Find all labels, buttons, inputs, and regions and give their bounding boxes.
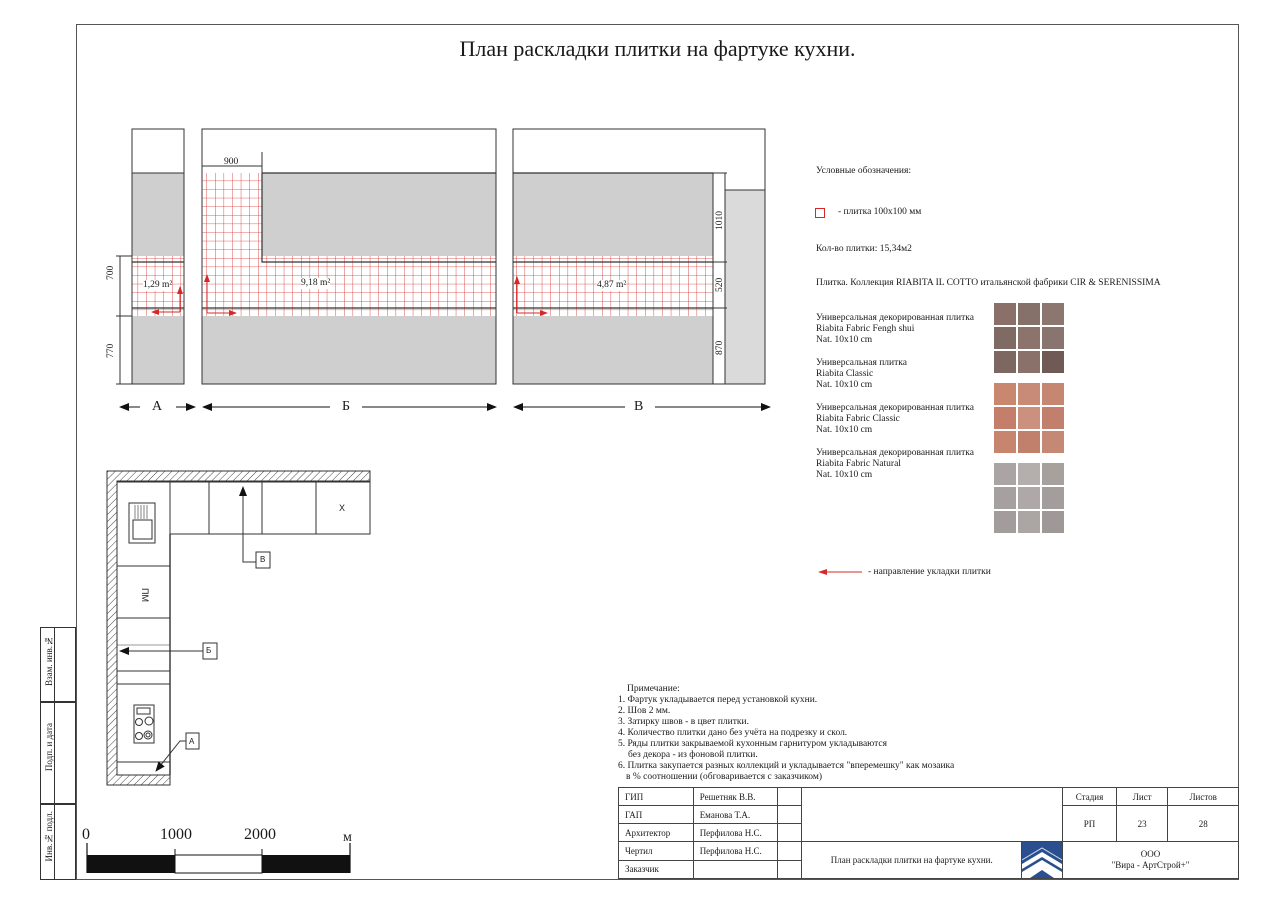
swatch-tile bbox=[994, 303, 1016, 325]
page-title: План раскладки плитки на фартуке кухни. bbox=[459, 36, 856, 61]
swatch-tile bbox=[1042, 463, 1064, 485]
dim-1010: 1010 bbox=[715, 211, 725, 230]
tile-area-b bbox=[202, 256, 496, 316]
stamp-role: Чертил bbox=[619, 842, 694, 861]
swatch-fengh-shui bbox=[994, 303, 1064, 373]
stamp-name: Перфилова Н.С. bbox=[693, 842, 778, 861]
title-block bbox=[618, 787, 1239, 879]
company-name bbox=[1063, 842, 1239, 879]
notes bbox=[618, 684, 954, 783]
cooktop-icon bbox=[134, 705, 154, 743]
elevation-c bbox=[513, 129, 765, 384]
note-item: 2. Шов 2 мм. bbox=[618, 706, 671, 716]
direction-legend-label: - направление укладки плитки bbox=[868, 567, 991, 577]
scale-tick-1000: 1000 bbox=[160, 826, 192, 843]
product-classic bbox=[816, 358, 907, 391]
swatch-tile bbox=[1018, 327, 1040, 349]
elevations bbox=[0, 0, 800, 430]
stamp-name bbox=[693, 860, 778, 879]
note-item: 5. Ряды плитки закрываемой кухонным гарнитуром укладываются bbox=[618, 739, 888, 749]
side-field-replacement bbox=[40, 627, 76, 702]
dim-900: 900 bbox=[224, 157, 239, 167]
scale-unit: м bbox=[343, 830, 352, 845]
side-field-inventory bbox=[40, 804, 76, 880]
product-line: Riabita Fabric Classic bbox=[816, 414, 900, 424]
area-a: 1,29 m² bbox=[143, 280, 173, 290]
scale-bar bbox=[84, 843, 356, 877]
product-line: Универсальная декорированная плитка bbox=[816, 313, 974, 323]
swatch-tile bbox=[994, 487, 1016, 509]
product-line: Универсальная декорированная плитка bbox=[816, 403, 974, 413]
scale-tick-0: 0 bbox=[82, 826, 90, 843]
swatch-tile bbox=[1018, 407, 1040, 429]
side-label-replacement: Взам. инв.№ bbox=[44, 636, 54, 686]
product-line: Nat. 10x10 cm bbox=[816, 335, 873, 345]
swatch-tile bbox=[1018, 487, 1040, 509]
section-label-a: А bbox=[152, 399, 163, 414]
dim-770: 770 bbox=[106, 343, 116, 358]
stamp-name: Еманова Т.А. bbox=[693, 806, 778, 824]
sheet-value: 23 bbox=[1116, 806, 1167, 842]
swatch-tile bbox=[1018, 463, 1040, 485]
note-item: 1. Фартук укладывается перед установкой кухни. bbox=[618, 695, 818, 705]
section-label-b: Б bbox=[342, 399, 351, 414]
scale-tick-2000: 2000 bbox=[244, 826, 276, 843]
note-item: 4. Количество плитки дано без учёта на подрезку и скол. bbox=[618, 728, 848, 738]
swatch-tile bbox=[1042, 487, 1064, 509]
dishwasher-label: ПМ bbox=[139, 588, 150, 602]
stamp-role: Архитектор bbox=[619, 824, 694, 842]
product-line: Nat. 10x10 cm bbox=[816, 470, 873, 480]
swatch-tile bbox=[994, 351, 1016, 373]
stage-header: Стадия bbox=[1063, 788, 1117, 806]
swatch-tile bbox=[1042, 407, 1064, 429]
dim-700: 700 bbox=[106, 265, 116, 280]
swatch-fabric-classic bbox=[994, 383, 1064, 453]
swatch-tile bbox=[994, 431, 1016, 453]
product-line: Универсальная плитка bbox=[816, 358, 907, 368]
tile-legend-label: - плитка 100х100 мм bbox=[838, 207, 922, 217]
sheet-header: Лист bbox=[1116, 788, 1167, 806]
swatch-tile bbox=[994, 327, 1016, 349]
swatch-tile bbox=[1042, 327, 1064, 349]
swatch-tile bbox=[1042, 383, 1064, 405]
swatch-tile bbox=[1018, 383, 1040, 405]
note-item: 3. Затирку швов - в цвет плитки. bbox=[618, 717, 749, 727]
notes-heading: Примечание: bbox=[627, 684, 680, 694]
section-marker-b-label: Б bbox=[206, 646, 212, 655]
product-fengh-shui bbox=[816, 313, 974, 346]
sheets-value: 28 bbox=[1168, 806, 1239, 842]
swatch-tile bbox=[1018, 511, 1040, 533]
swatch-tile bbox=[1042, 431, 1064, 453]
area-b: 9,18 m² bbox=[301, 278, 331, 288]
stamp-role: ГИП bbox=[619, 788, 694, 806]
elevation-b bbox=[202, 129, 496, 384]
stage-value: РП bbox=[1063, 806, 1117, 842]
swatch-tile bbox=[1042, 303, 1064, 325]
stamp-name: Перфилова Н.С. bbox=[693, 824, 778, 842]
dim-520: 520 bbox=[715, 277, 725, 292]
section-marker-c-label: В bbox=[260, 555, 266, 564]
product-line: Универсальная декорированная плитка bbox=[816, 448, 974, 458]
side-label-inventory: Инв.№ подл. bbox=[44, 811, 54, 862]
swatch-tile bbox=[994, 463, 1016, 485]
product-fabric-natural bbox=[816, 448, 974, 481]
elevation-a bbox=[116, 129, 184, 384]
swatch-tile bbox=[1018, 351, 1040, 373]
swatch-tile bbox=[994, 407, 1016, 429]
kitchen-plan bbox=[100, 465, 380, 795]
dim-870: 870 bbox=[715, 340, 725, 355]
tile-legend-icon bbox=[815, 208, 825, 218]
company-org-type: ООО bbox=[1140, 849, 1161, 859]
product-line: Riabita Fabric Fengh shui bbox=[816, 324, 915, 334]
company-org-name: "Вира - АртСтрой+" bbox=[1111, 860, 1190, 870]
drawing-title: План раскладки плитки на фартуке кухни. bbox=[802, 842, 1022, 879]
swatch-tile bbox=[1042, 351, 1064, 373]
fridge-label: Х bbox=[339, 503, 346, 513]
chevron-logo-icon bbox=[1022, 842, 1062, 878]
product-line: Nat. 10x10 cm bbox=[816, 380, 873, 390]
stamp-name: Решетняк В.В. bbox=[693, 788, 778, 806]
swatch-tile bbox=[1018, 431, 1040, 453]
section-label-c: В bbox=[634, 399, 644, 414]
product-line: Nat. 10x10 cm bbox=[816, 425, 873, 435]
section-marker-a-label: А bbox=[189, 737, 195, 746]
area-c: 4,87 m² bbox=[597, 280, 627, 290]
note-item: без декора - из фоновой плитки. bbox=[628, 750, 758, 760]
product-fabric-classic bbox=[816, 403, 974, 436]
note-item: 6. Плитка закупается разных коллекций и укладывается "вперемешку" как мозаика bbox=[618, 761, 955, 771]
swatch-tile bbox=[1042, 511, 1064, 533]
sheets-header: Листов bbox=[1168, 788, 1239, 806]
product-line: Riabita Classic bbox=[816, 369, 874, 379]
legend-heading: Условные обозначения: bbox=[816, 166, 912, 176]
swatch-fabric-natural bbox=[994, 463, 1064, 533]
tile-collection: Плитка. Коллекция RIABITA IL COTTO итальянской фабрики CIR & SERENISSIMA bbox=[816, 278, 1161, 288]
side-label-signature: Подп. и дата bbox=[44, 723, 54, 772]
swatch-tile bbox=[994, 511, 1016, 533]
company-logo bbox=[1022, 842, 1063, 879]
swatch-tile bbox=[1018, 303, 1040, 325]
swatch-tile bbox=[994, 383, 1016, 405]
direction-legend-arrow-icon bbox=[818, 567, 864, 577]
product-line: Riabita Fabric Natural bbox=[816, 459, 901, 469]
side-field-signature bbox=[40, 702, 76, 804]
note-item: в % соотношении (обговаривается с заказчиком) bbox=[626, 772, 823, 782]
stamp-role: Заказчик bbox=[619, 860, 694, 879]
tile-quantity: Кол-во плитки: 15,34м2 bbox=[816, 244, 912, 254]
stamp-role: ГАП bbox=[619, 806, 694, 824]
